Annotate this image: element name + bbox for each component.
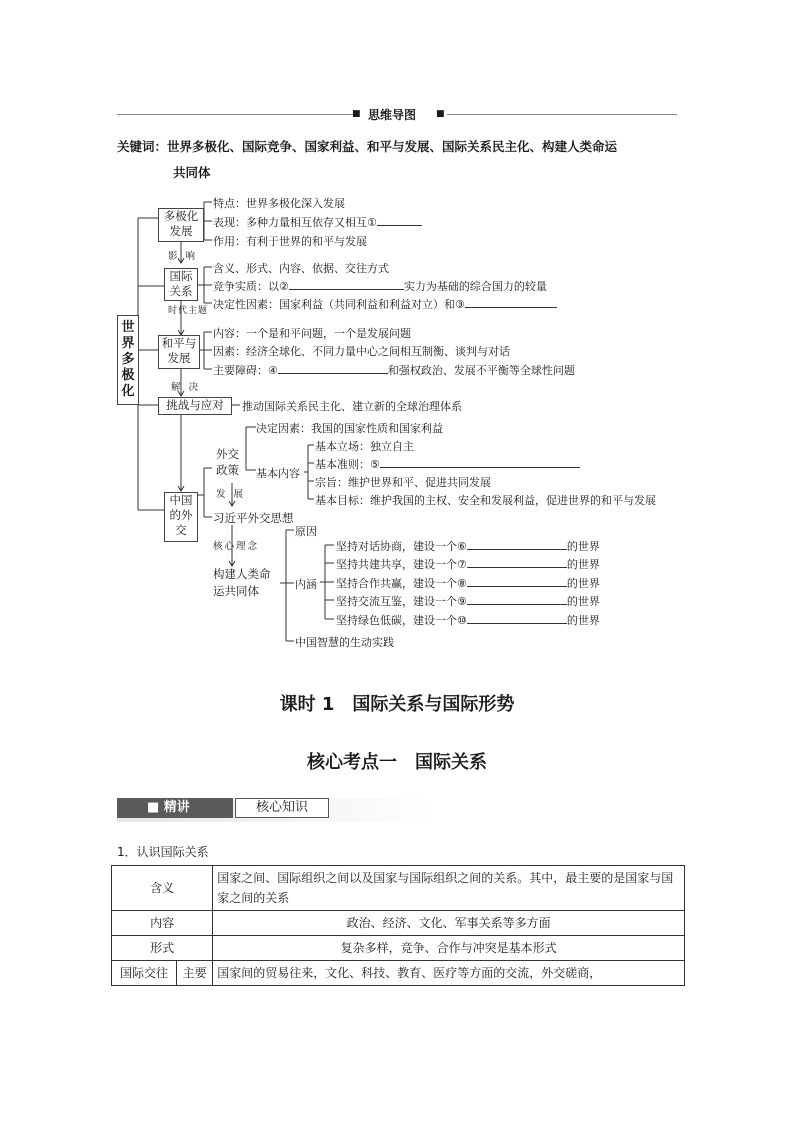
multipolar-item-1: 特点：世界多极化深入发展 — [213, 197, 345, 210]
lesson-title: 课时 1 国际关系与国际形势 — [279, 694, 515, 715]
blank-4 — [278, 363, 388, 374]
table-row — [112, 961, 685, 986]
table-label: 形式 — [112, 936, 213, 961]
node-xi-thought: 习近平外交思想 — [213, 511, 294, 525]
table-label: 国际交往 — [112, 961, 177, 986]
connotation-item-7: 坚持共建共享，建设一个⑦ 的世界 — [336, 558, 600, 571]
relations-item-1: 含义、形式、内容、依据、交往方式 — [213, 262, 389, 275]
link-influence: 影响 — [168, 251, 204, 262]
blank-7 — [467, 557, 567, 568]
link-solve: 解决 — [171, 382, 207, 393]
connotation-item-6: 坚持对话协商，建设一个⑥ 的世界 — [336, 540, 600, 553]
table-label: 含义 — [112, 866, 213, 911]
table-sublabel: 主要 — [177, 961, 213, 986]
multipolar-item-2: 表现：多种力量相互依存又相互① — [213, 214, 422, 230]
rule-diamond-right: ■ — [436, 109, 445, 119]
peace-item-3: 主要障碍：④ 和强权政治、发展不平衡等全球性问题 — [213, 364, 575, 377]
subsection-title: 1．认识国际关系 — [117, 845, 209, 859]
rule-diamond-left: ■ — [352, 109, 361, 119]
node-community: 构建人类命运共同体 — [213, 567, 271, 598]
section-title: 思维导图 — [368, 108, 417, 122]
node-challenge: 挑战与应对 — [158, 397, 232, 415]
node-diplomacy: 中国的外交 — [164, 492, 198, 542]
basic-item-4: 基本目标：维护我国的主权、安全和发展利益，促进世界的和平与发展 — [315, 494, 656, 507]
relations-table — [111, 865, 685, 986]
peace-item-2: 因素：经济全球化、不同力量中心之间相互制衡、谈判与对话 — [213, 345, 510, 358]
blank-1 — [377, 215, 422, 226]
node-peace: 和平与发展 — [158, 335, 200, 369]
basic-item-2: 基本准则：⑤ — [315, 456, 580, 472]
table-value: 国家之间、国际组织之间以及国家与国际组织之间的关系。其中，最主要的是国家与国家之间的关系 — [213, 866, 685, 911]
table-value: 国家间的贸易往来，文化、科技、教育、医疗等方面的交流，外交磋商， — [213, 961, 685, 986]
node-multipolar: 多极化发展 — [158, 208, 204, 242]
table-value: 复杂多样，竞争、合作与冲突是基本形式 — [213, 936, 685, 961]
blank-5 — [380, 457, 580, 468]
banner-left: ■ 精讲 — [117, 798, 233, 818]
multipolar-item-3: 作用：有利于世界的和平与发展 — [213, 235, 367, 248]
blank-2 — [289, 279, 404, 290]
table-row — [112, 911, 685, 936]
relations-item-2: 竞争实质：以② 实力为基础的综合国力的较量 — [213, 280, 547, 293]
link-theme: 时代主题 — [168, 306, 209, 316]
connotation-item-10: 坚持绿色低碳，建设一个⑩ 的世界 — [336, 614, 600, 627]
peace-item-1: 内容：一个是和平问题，一个是发展问题 — [213, 327, 411, 340]
connotation-item-8: 坚持合作共赢，建设一个⑧ 的世界 — [336, 577, 600, 590]
community-reason: 原因 — [295, 525, 317, 538]
node-policy: 外交政策 — [216, 447, 239, 477]
community-practice: 中国智慧的生动实践 — [295, 636, 394, 649]
root-node: 世界多极化 — [117, 315, 139, 405]
keywords-line-1: 关键词：世界多极化、国际竞争、国家利益、和平与发展、国际关系民主化、构建人类命运 — [117, 139, 618, 154]
banner-right: 核心知识 — [235, 798, 329, 818]
node-basic: 基本内容 — [256, 467, 300, 480]
policy-decisive: 决定因素：我国的国家性质和国家利益 — [256, 422, 443, 435]
table-label: 内容 — [112, 911, 213, 936]
blank-10 — [467, 613, 567, 624]
core-point-title: 核心考点一 国际关系 — [307, 752, 487, 773]
table-row — [112, 866, 685, 911]
link-core: 核心理念 — [213, 541, 260, 552]
connotation-item-9: 坚持交流互鉴，建设一个⑨ 的世界 — [336, 595, 600, 608]
link-develop: 发展 — [216, 489, 252, 500]
node-relations: 国际关系 — [164, 268, 198, 301]
challenge-item: 推动国际关系民主化、建立新的全球治理体系 — [242, 400, 462, 413]
blank-8 — [467, 576, 567, 587]
table-row — [112, 936, 685, 961]
blank-9 — [467, 594, 567, 605]
basic-item-1: 基本立场：独立自主 — [315, 440, 414, 453]
basic-item-3: 宗旨：维护世界和平、促进共同发展 — [315, 476, 491, 489]
blank-3 — [465, 297, 557, 308]
relations-item-3: 决定性因素：国家利益（共同利益和利益对立）和③ — [213, 296, 557, 312]
node-connotation: 内涵 — [295, 578, 317, 591]
table-value: 政治、经济、文化、军事关系等多方面 — [213, 911, 685, 936]
blank-6 — [467, 539, 567, 550]
keywords-line-2: 共同体 — [173, 165, 211, 180]
